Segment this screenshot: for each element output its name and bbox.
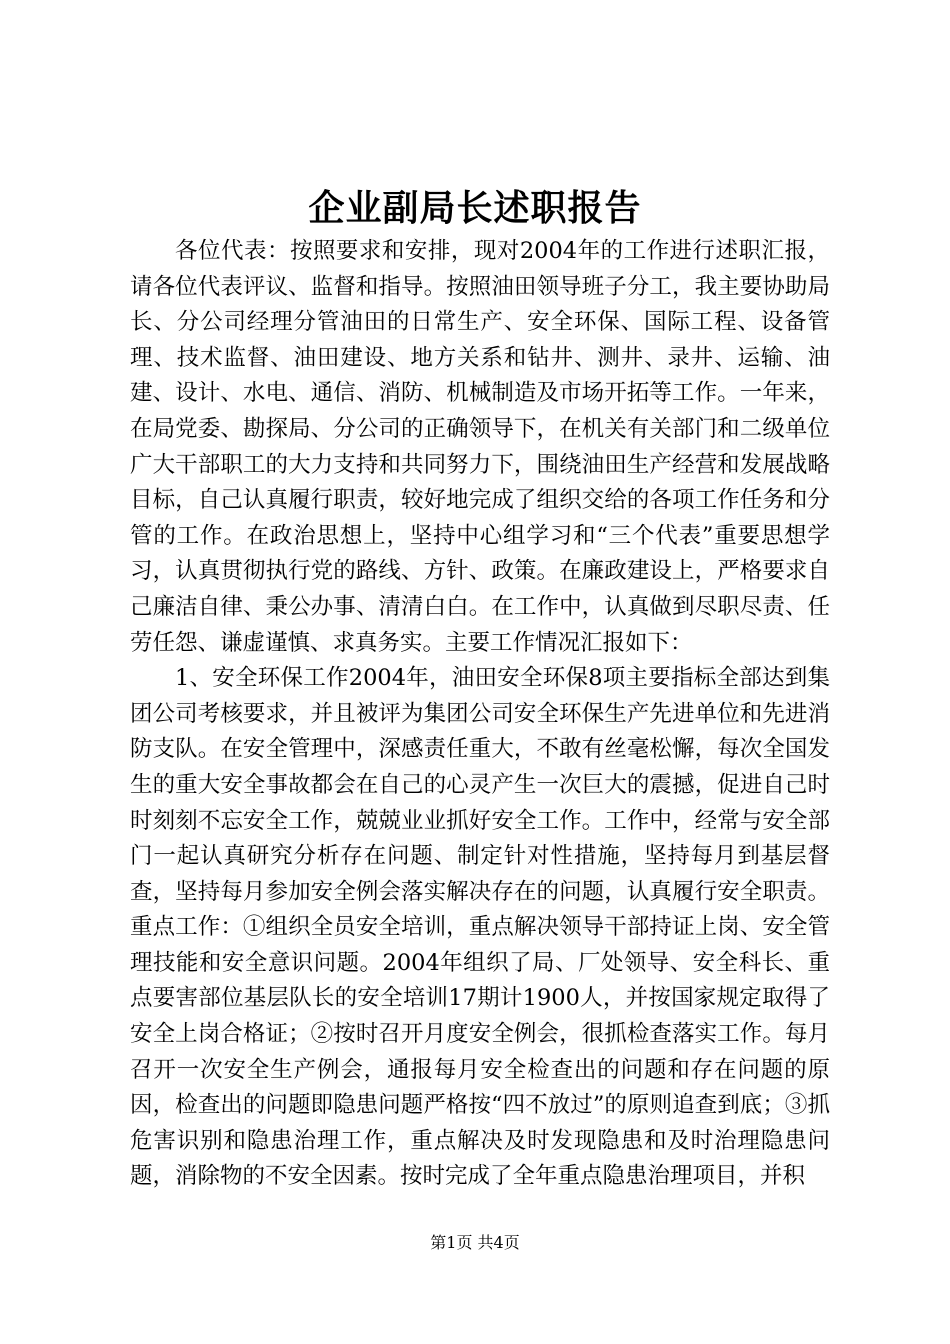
document-title: 企业副局长述职报告 [308,187,642,229]
paragraph-intro: 各位代表：按照要求和安排，现对2004年的工作进行述职汇报，请各位代表评议、监督和指导。按照油田领导班子分工，我主要协助局长、分公司经理分管油田的日常生产、安全环保、国际工程、设备管理、技术监督、油田建设、地方关系和钻井、测井、录井、运输、油建、设计、水电、通信、消防、机械制造及市场开拓等工作。一年来，在局党委、勘探局、分公司的正确领导下，在机关有关部门和二级单位广大干部职工的大力支持和共同努力下，围绕油田生产经营和发展战略目标，自己认真履行职责，较好地完成了组织交给的各项工作任务和分管的工作。在政治思想上，坚持中心组学习和“三个代表”重要思想学习，认真贯彻执行党的路线、方针、政策。在廉政建设上，严格要求自己廉洁自律、秉公办事、清清白白。在工作中，认真做到尽职尽责、任劳任怨、谦虚谨慎、求真务实。主要工作情况汇报如下： [130,238,830,656]
document-body [130,234,830,1195]
paragraph-safety: 1、安全环保工作2004年，油田安全环保8项主要指标全部达到集团公司考核要求，并且被评为集团公司安全环保生产先进单位和先进消防支队。在安全管理中，深感责任重大，不敢有丝毫松懈，每次全国发生的重大安全事故都会在自己的心灵产生一次巨大的震撼，促进自己时时刻刻不忘安全工作，兢兢业业抓好安全工作。工作中，经常与安全部门一起认真研究分析存在问题、制定针对性措施，坚持每月到基层督查，坚持每月参加安全例会落实解决存在的问题，认真履行安全职责。重点工作：①组织全员安全培训，重点解决领导干部持证上岗、安全管理技能和安全意识问题。2004年组织了局、厂处领导、安全科长、重点要害部位基层队长的安全培训17期计1900人，并按国家规定取得了安全上岗合格证；②按时召开月度安全例会，很抓检查落实工作。每月召开一次安全生产例会，通报每月安全检查出的问题和存在问题的原因，检查出的问题即隐患问题严格按“四不放过”的原则追查到底；③抓危害识别和隐患治理工作，重点解决及时发现隐患和及时治理隐患问题，消除物的不安全因素。按时完成了全年重点隐患治理项目，并积 [130,665,830,1190]
page-footer: 第1页 共4页 [430,1233,520,1252]
